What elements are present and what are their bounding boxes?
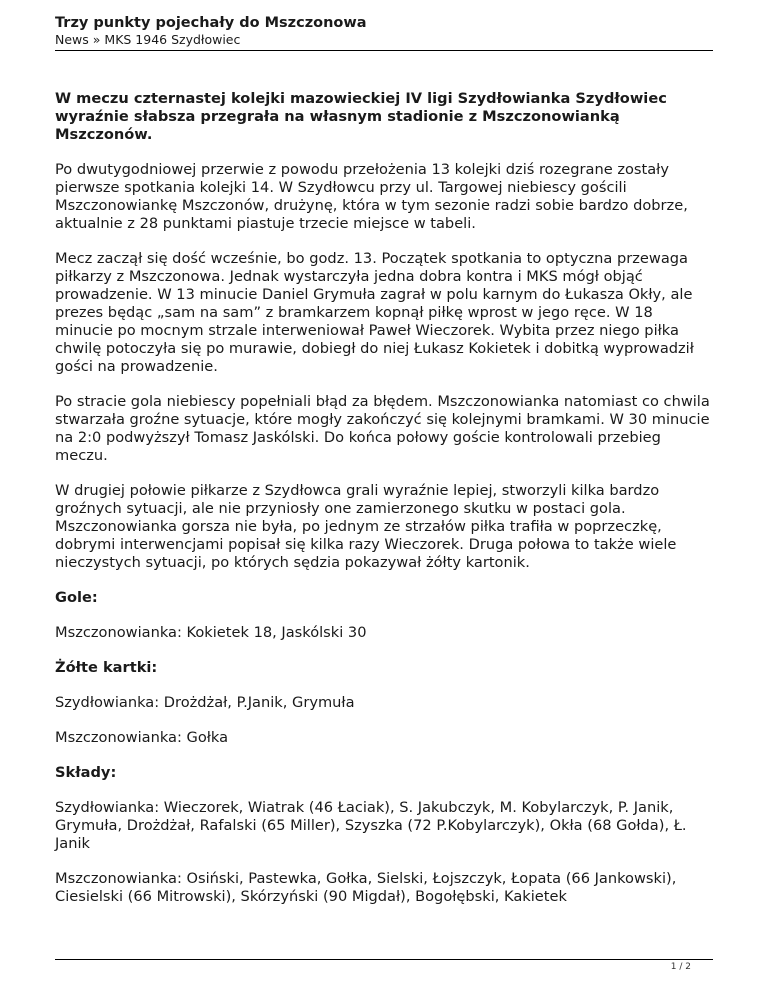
lineup-home: Szydłowianka: Wieczorek, Wiatrak (46 Łaciak), S. Jakubczyk, M. Kobylarczyk, P. Janik, Grymuła, Drożdżał, Rafalski (65 Miller), Szyszka (72 P.Kobylarczyk), Okła (68 Gołda), Ł. Janik (55, 799, 687, 852)
breadcrumb-current-link[interactable]: MKS 1946 Szydłowiec (104, 32, 241, 47)
page-title: Trzy punkty pojechały do Mszczonowa (55, 15, 367, 31)
goals-heading: Gole: (55, 589, 98, 606)
article-body (55, 90, 713, 923)
article-lead: W meczu czternastej kolejki mazowieckiej IV ligi Szydłowianka Szydłowiec wyraźnie słabsza przegrała na własnym stadionie z Mszczonowianką Mszczonów. (55, 90, 667, 143)
breadcrumb-news-link[interactable]: News (55, 32, 89, 47)
lineups-heading: Składy: (55, 764, 117, 781)
header-divider (55, 50, 713, 51)
yellow-cards-home: Szydłowianka: Drożdżał, P.Janik, Grymuła (55, 694, 355, 711)
breadcrumb (55, 32, 713, 48)
page-header (55, 14, 713, 48)
goals-scorers: Mszczonowianka: Kokietek 18, Jaskólski 30 (55, 624, 367, 641)
article-paragraph: Po dwutygodniowej przerwie z powodu przełożenia 13 kolejki dziś rozegrane zostały pierwsze spotkania kolejki 14. W Szydłowcu przy ul. Targowej niebiescy gościli Mszczonowiankę Mszczonów, drużynę, która w tym sezonie radzi sobie bardzo dobrze, aktualnie z 28 punktami piastuje trzecie miejsce w tabeli. (55, 161, 688, 232)
article-paragraph: Po stracie gola niebiescy popełniali błąd za błędem. Mszczonowianka natomiast co chwila stwarzała groźne sytuacje, które mogły zakończyć się kolejnymi bramkami. W 30 minucie na 2:0 podwyższył Tomasz Jaskólski. Do końca połowy goście kontrolowali przebieg meczu. (55, 393, 710, 464)
article-paragraph: W drugiej połowie piłkarze z Szydłowca grali wyraźnie lepiej, stworzyli kilka bardzo groźnych sytuacji, ale nie przyniosły one zamierzonego skutku w postaci gola. Mszczonowianka gorsza nie była, po jednym ze strzałów piłka trafiła w poprzeczkę, dobrymi interwencjami popisał się kilka razy Wieczorek. Druga połowa to także wiele nieczystych sytuacji, po których sędzia pokazywał żółty kartonik. (55, 482, 677, 571)
yellow-cards-heading: Żółte kartki: (55, 659, 158, 676)
yellow-cards-away: Mszczonowianka: Gołka (55, 729, 229, 746)
lineup-away: Mszczonowianka: Osiński, Pastewka, Gołka, Sielski, Łojszczyk, Łopata (66 Jankowski), Ciesielski (66 Mitrowski), Skórzyński (90 Migdał), Bogołębski, Kakietek (55, 870, 677, 905)
article-paragraph: Mecz zaczął się dość wcześnie, bo godz. 13. Początek spotkania to optyczna przewaga piłkarzy z Mszczonowa. Jednak wystarczyła jedna dobra kontra i MKS mógł objąć prowadzenie. W 13 minucie Daniel Grymuła zagrał w polu karnym do Łukasza Okły, ale prezes będąc „sam na sam” z bramkarzem kopnął piłkę wprost w jego ręce. W 18 minucie po mocnym strzale interweniował Paweł Wieczorek. Wybita przez niego piłka chwilę potoczyła się po murawie, dobiegł do niej Łukasz Kokietek i dobitką wyprowadził gości na prowadzenie. (55, 250, 694, 375)
page-number: 1 / 2 (670, 962, 691, 972)
breadcrumb-separator: » (92, 32, 101, 47)
footer-divider (55, 959, 713, 960)
